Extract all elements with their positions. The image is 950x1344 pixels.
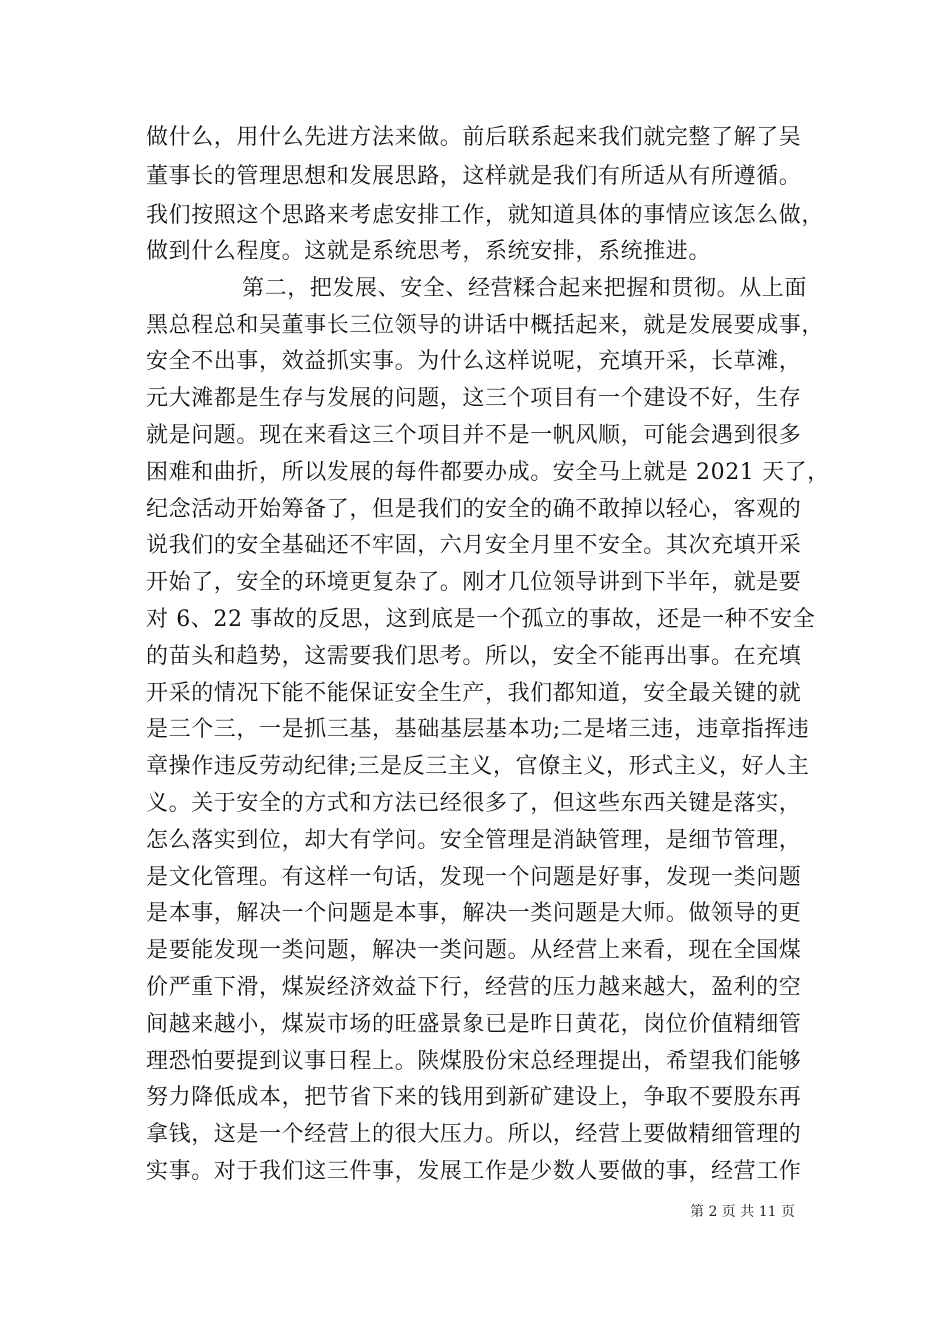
- text-line: 对 6、22 事故的反思，这到底是一个孤立的事故，还是一种不安全: [146, 607, 816, 632]
- text-line: 做什么，用什么先进方法来做。前后联系起来我们就完整了解了吴: [146, 125, 802, 150]
- page-number-footer: 第 2 页 共 11 页: [690, 1204, 795, 1220]
- text-line: 义。关于安全的方式和方法已经很多了，但这些东西关键是落实，: [146, 791, 802, 816]
- text-line: 黑总程总和吴董事长三位领导的讲话中概括起来，就是发展要成事，: [146, 313, 825, 338]
- text-line: 价严重下滑，煤炭经济效益下行，经营的压力越来越大，盈利的空: [146, 975, 802, 1000]
- text-line: 困难和曲折，所以发展的每件都要办成。安全马上就是 2021 天了，: [146, 460, 830, 485]
- text-line: 章操作违反劳动纪律;三是反三主义，官僚主义，形式主义，好人主: [146, 754, 810, 779]
- text-line: 是文化管理。有这样一句话，发现一个问题是好事，发现一类问题: [146, 865, 802, 890]
- text-line: 的苗头和趋势，这需要我们思考。所以，安全不能再出事。在充填: [146, 644, 802, 669]
- text-line: 做到什么程度。这就是系统思考，系统安排，系统推进。: [146, 239, 712, 264]
- paragraph-first-line: 第二，把发展、安全、经营糅合起来把握和贯彻。从上面: [242, 276, 808, 301]
- text-line: 理恐怕要提到议事日程上。陕煤股份宋总经理提出，希望我们能够: [146, 1049, 802, 1074]
- text-line: 是要能发现一类问题，解决一类问题。从经营上来看，现在全国煤: [146, 938, 802, 963]
- text-line: 是三个三，一是抓三基，基础基层基本功;二是堵三违，违章指挥违: [146, 717, 810, 742]
- text-line: 是本事，解决一个问题是本事，解决一类问题是大师。做领导的更: [146, 901, 802, 926]
- text-line: 开采的情况下能不能保证安全生产，我们都知道，安全最关键的就: [146, 681, 802, 706]
- text-line: 怎么落实到位，却大有学问。安全管理是消缺管理，是细节管理，: [146, 828, 802, 853]
- text-line: 拿钱，这是一个经营上的很大压力。所以，经营上要做精细管理的: [146, 1122, 802, 1147]
- text-line: 我们按照这个思路来考虑安排工作，就知道具体的事情应该怎么做，: [146, 203, 825, 228]
- text-line: 努力降低成本，把节省下来的钱用到新矿建设上，争取不要股东再: [146, 1085, 802, 1110]
- text-line: 实事。对于我们这三件事，发展工作是少数人要做的事，经营工作: [146, 1159, 802, 1184]
- text-line: 说我们的安全基础还不牢固，六月安全月里不安全。其次充填开采: [146, 533, 802, 558]
- text-line: 安全不出事，效益抓实事。为什么这样说呢，充填开采，长草滩，: [146, 349, 802, 374]
- text-line: 就是问题。现在来看这三个项目并不是一帆风顺，可能会遇到很多: [146, 423, 802, 448]
- text-line: 开始了，安全的环境更复杂了。刚才几位领导讲到下半年，就是要: [146, 570, 802, 595]
- text-line: 董事长的管理思想和发展思路，这样就是我们有所适从有所遵循。: [146, 164, 802, 189]
- text-line: 元大滩都是生存与发展的问题，这三个项目有一个建设不好，生存: [146, 386, 802, 411]
- text-line: 纪念活动开始筹备了，但是我们的安全的确不敢掉以轻心，客观的: [146, 497, 802, 522]
- text-line: 间越来越小，煤炭市场的旺盛景象已是昨日黄花，岗位价值精细管: [146, 1012, 802, 1037]
